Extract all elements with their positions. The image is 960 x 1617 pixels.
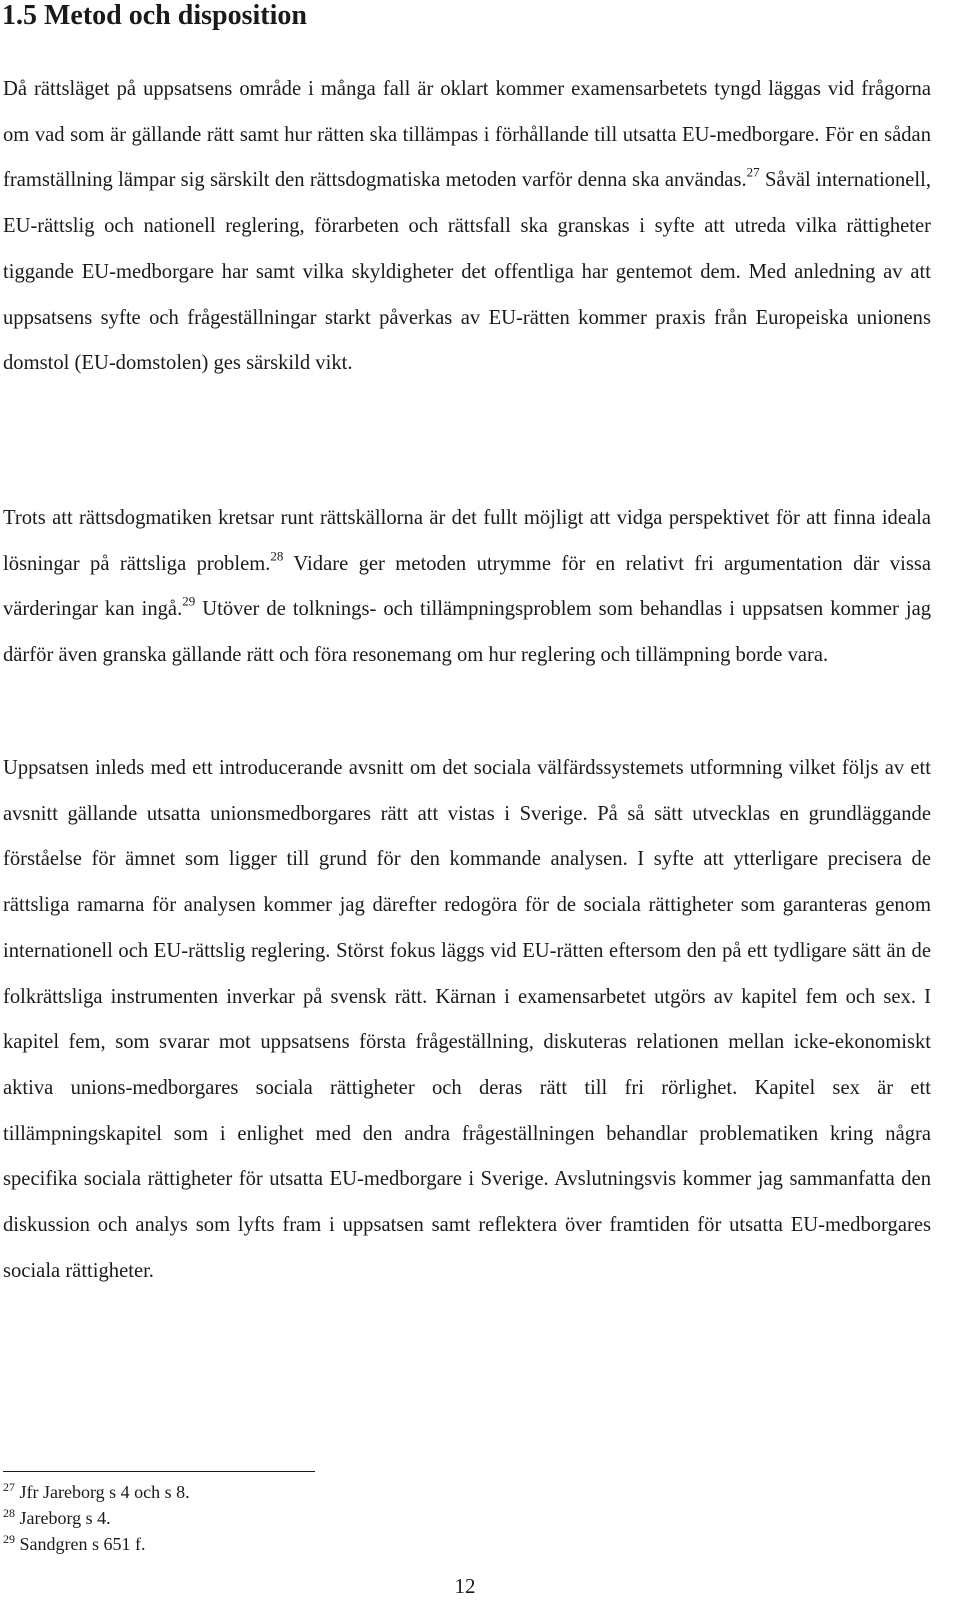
- page-number: 12: [454, 1574, 476, 1598]
- footnote-reference[interactable]: 29: [182, 594, 196, 610]
- footnote-number: 29: [3, 1531, 15, 1546]
- paragraph-text: Såväl internationell, EU-rättslig och nationell reglering, förarbeten och rättsfall ska granskas i syfte att utreda vilka rättigheter tiggande EU-medborgare har samt vilka skyldigheter det offentliga har gentemot dem. Med anledning av att uppsatsens syfte och frågeställningar starkt påverkas av EU-rätten kommer praxis från Europeiska unionens domstol (EU-domstolen) ges särskild vikt.: [3, 169, 931, 375]
- footnote-reference[interactable]: 28: [270, 548, 284, 564]
- footnote: [3, 1531, 603, 1557]
- paragraph-text: Trots att rättsdogmatiken kretsar runt rättskällorna är det fullt möjligt att vidga perspektivet för att finna ideala lösningar på rättsliga problem.: [3, 507, 931, 575]
- footnotes: [3, 1479, 603, 1557]
- paragraph-method: [3, 67, 931, 387]
- footnote: [3, 1479, 603, 1505]
- footnote-text: Jareborg s 4.: [15, 1508, 111, 1528]
- paragraph-text: Vidare ger metoden utrymme för en relativt fri argumentation där vissa värderingar kan ingå.: [3, 552, 931, 621]
- footnote-text: Sandgren s 651 f.: [15, 1534, 146, 1554]
- footnote-reference[interactable]: 27: [746, 165, 760, 181]
- footnote: [3, 1505, 603, 1531]
- paragraph-perspective: [3, 496, 931, 679]
- section-heading: 1.5 Metod och disposition: [2, 0, 307, 31]
- paragraph-disposition: Uppsatsen inleds med ett introducerande avsnitt om det sociala välfärdssystemets utformning vilket följs av ett avsnitt gällande utsatta unionsmedborgares rätt att vistas i Sverige. På så sätt utvecklas en grundläggande förståelse för ämnet som ligger till grund för den kommande analysen. I syfte att ytterligare precisera de rättsliga ramarna för analysen kommer jag därefter redogöra för de sociala rättigheter som garanteras genom internationell och EU-rättslig reglering. Störst fokus läggs vid EU-rätten eftersom den på ett tydligare sätt än de folkrättsliga instrumenten inverkar på svensk rätt. Kärnan i examensarbetet utgörs av kapitel fem och sex. I kapitel fem, som svarar mot uppsatsens första frågeställning, diskuteras relationen mellan icke-ekonomiskt aktiva unions-medborgares sociala rättigheter och deras rätt till fri rörlighet. Kapitel sex är ett tillämpningskapitel som i enlighet med den andra frågeställningen behandlar problematiken kring några specifika sociala rättigheter för utsatta EU-medborgare i Sverige. Avslutningsvis kommer jag sammanfatta den diskussion och analys som lyfts fram i uppsatsen samt reflektera över framtiden för utsatta EU-medborgares sociala rättigheter.: [3, 757, 931, 1282]
- footnote-separator: [3, 1471, 315, 1472]
- footnote-text: Jfr Jareborg s 4 och s 8.: [15, 1482, 190, 1502]
- paragraph-text: Då rättsläget på uppsatsens område i många fall är oklart kommer examensarbetets tyngd läggas vid frågorna om vad som är gällande rätt samt hur rätten ska tillämpas i förhållande till utsatta EU-medborgare. För en sådan framställning lämpar sig särskilt den rättsdogmatiska metoden varför denna ska användas.: [3, 78, 931, 192]
- footnote-number: 27: [3, 1479, 15, 1494]
- paragraph-text: Utöver de tolknings- och tillämpningsproblem som behandlas i uppsatsen kommer jag därför även granska gällande rätt och föra resonemang om hur reglering och tillämpning borde vara.: [3, 598, 932, 667]
- footnote-number: 28: [3, 1505, 15, 1520]
